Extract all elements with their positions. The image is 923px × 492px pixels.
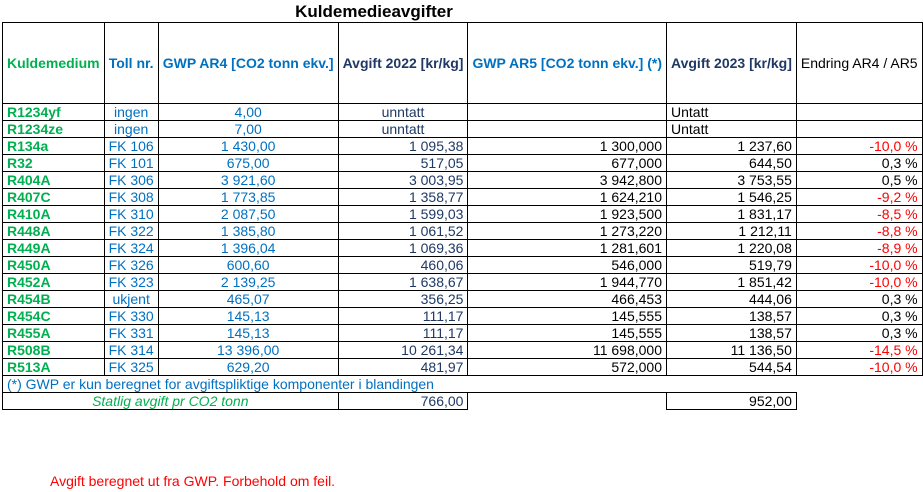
cell-toll: FK 308 xyxy=(104,189,158,206)
cell-endring: 0,3 % xyxy=(796,155,922,172)
table-row xyxy=(3,240,923,257)
cell-kuldemedium: R508B xyxy=(3,342,105,359)
table-row xyxy=(3,121,923,138)
note-row xyxy=(3,376,923,393)
header-avgift-2022: Avgift 2022 [kr/kg] xyxy=(338,23,468,104)
cell-toll: FK 101 xyxy=(104,155,158,172)
cell-avgift-2022: 1 358,77 xyxy=(338,189,468,206)
cell-gwp-ar5: 1 281,601 xyxy=(468,240,667,257)
cell-gwp-ar4: 13 396,00 xyxy=(158,342,338,359)
cell-endring: -8,5 % xyxy=(796,206,922,223)
cell-toll: FK 331 xyxy=(104,325,158,342)
cell-toll: FK 326 xyxy=(104,257,158,274)
cell-toll: FK 306 xyxy=(104,172,158,189)
cell-kuldemedium: R404A xyxy=(3,172,105,189)
cell-avgift-2022: 1 069,36 xyxy=(338,240,468,257)
cell-gwp-ar5 xyxy=(468,121,667,138)
cell-endring: 0,5 % xyxy=(796,172,922,189)
cell-gwp-ar5: 572,000 xyxy=(468,359,667,376)
cell-avgift-2022: 1 095,38 xyxy=(338,138,468,155)
cell-toll: FK 322 xyxy=(104,223,158,240)
cell-gwp-ar5: 1 923,500 xyxy=(468,206,667,223)
cell-kuldemedium: R32 xyxy=(3,155,105,172)
header-endring: Endring AR4 / AR5 xyxy=(796,23,922,104)
cell-toll: FK 325 xyxy=(104,359,158,376)
table-row xyxy=(3,359,923,376)
cell-gwp-ar5: 1 944,770 xyxy=(468,274,667,291)
cell-kuldemedium: R455A xyxy=(3,325,105,342)
table-row xyxy=(3,189,923,206)
cell-avgift-2023: 1 220,08 xyxy=(667,240,797,257)
cell-kuldemedium: R1234ze xyxy=(3,121,105,138)
cell-avgift-2023: 3 753,55 xyxy=(667,172,797,189)
cell-endring xyxy=(796,121,922,138)
header-avgift-2023: Avgift 2023 [kr/kg] xyxy=(667,23,797,104)
cell-endring: -8,8 % xyxy=(796,223,922,240)
cell-avgift-2023: 1 237,60 xyxy=(667,138,797,155)
cell-endring xyxy=(796,104,922,121)
cell-endring: 0,3 % xyxy=(796,325,922,342)
cell-avgift-2022: 3 003,95 xyxy=(338,172,468,189)
cell-gwp-ar4: 7,00 xyxy=(158,121,338,138)
cell-endring: -10,0 % xyxy=(796,257,922,274)
table-row xyxy=(3,257,923,274)
cell-kuldemedium: R134a xyxy=(3,138,105,155)
cell-gwp-ar4: 629,20 xyxy=(158,359,338,376)
header-toll: Toll nr. xyxy=(104,23,158,104)
cell-toll: ingen xyxy=(104,121,158,138)
table-row xyxy=(3,274,923,291)
cell-gwp-ar5: 11 698,000 xyxy=(468,342,667,359)
cell-avgift-2023: 519,79 xyxy=(667,257,797,274)
cell-gwp-ar4: 1 385,80 xyxy=(158,223,338,240)
cell-toll: ukjent xyxy=(104,291,158,308)
cell-gwp-ar4: 465,07 xyxy=(158,291,338,308)
cell-gwp-ar4: 3 921,60 xyxy=(158,172,338,189)
cell-kuldemedium: R410A xyxy=(3,206,105,223)
cell-toll: FK 106 xyxy=(104,138,158,155)
cell-avgift-2023: 1 831,17 xyxy=(667,206,797,223)
table-row xyxy=(3,138,923,155)
cell-endring: -10,0 % xyxy=(796,359,922,376)
table-row xyxy=(3,172,923,189)
cell-gwp-ar5: 3 942,800 xyxy=(468,172,667,189)
cell-kuldemedium: R454B xyxy=(3,291,105,308)
cell-kuldemedium: R449A xyxy=(3,240,105,257)
cell-avgift-2023: Untatt xyxy=(667,104,797,121)
header-row xyxy=(3,23,923,104)
cell-endring: -10,0 % xyxy=(796,138,922,155)
cell-kuldemedium: R452A xyxy=(3,274,105,291)
cell-endring: -9,2 % xyxy=(796,189,922,206)
cell-toll: FK 330 xyxy=(104,308,158,325)
cell-avgift-2022: 460,06 xyxy=(338,257,468,274)
cell-gwp-ar5: 1 300,000 xyxy=(468,138,667,155)
footnote: (*) GWP er kun beregnet for avgiftspliktige komponenter i blandingen xyxy=(3,376,797,393)
cell-avgift-2023: 138,57 xyxy=(667,325,797,342)
cell-avgift-2022: unntatt xyxy=(338,121,468,138)
cell-toll: ingen xyxy=(104,104,158,121)
cell-avgift-2023: 138,57 xyxy=(667,308,797,325)
cell-gwp-ar5: 677,000 xyxy=(468,155,667,172)
cell-avgift-2023: 1 212,11 xyxy=(667,223,797,240)
cell-gwp-ar4: 1 396,04 xyxy=(158,240,338,257)
cell-gwp-ar5: 1 273,220 xyxy=(468,223,667,240)
cell-kuldemedium: R450A xyxy=(3,257,105,274)
table-row xyxy=(3,342,923,359)
statlig-label: Statlig avgift pr CO2 tonn xyxy=(3,393,339,410)
cell-gwp-ar4: 675,00 xyxy=(158,155,338,172)
cell-toll: FK 314 xyxy=(104,342,158,359)
cell-avgift-2022: 1 061,52 xyxy=(338,223,468,240)
table-row xyxy=(3,223,923,240)
table-row xyxy=(3,155,923,172)
table-row xyxy=(3,291,923,308)
cell-toll: FK 324 xyxy=(104,240,158,257)
cell-gwp-ar5: 1 624,210 xyxy=(468,189,667,206)
cell-avgift-2023: 11 136,50 xyxy=(667,342,797,359)
cell-avgift-2022: 517,05 xyxy=(338,155,468,172)
cell-avgift-2023: 644,50 xyxy=(667,155,797,172)
cell-kuldemedium: R407C xyxy=(3,189,105,206)
cell-avgift-2023: 444,06 xyxy=(667,291,797,308)
cell-kuldemedium: R513A xyxy=(3,359,105,376)
header-gwp-ar4: GWP AR4 [CO2 tonn ekv.] xyxy=(158,23,338,104)
refrigerant-fee-table xyxy=(2,22,923,410)
cell-avgift-2022: 481,97 xyxy=(338,359,468,376)
cell-gwp-ar5: 466,453 xyxy=(468,291,667,308)
cell-gwp-ar4: 145,13 xyxy=(158,325,338,342)
cell-avgift-2023: 544,54 xyxy=(667,359,797,376)
cell-kuldemedium: R1234yf xyxy=(3,104,105,121)
cell-avgift-2022: 1 638,67 xyxy=(338,274,468,291)
cell-gwp-ar4: 145,13 xyxy=(158,308,338,325)
cell-gwp-ar4: 600,60 xyxy=(158,257,338,274)
cell-gwp-ar4: 2 139,25 xyxy=(158,274,338,291)
header-gwp-ar5: GWP AR5 [CO2 tonn ekv.] (*) xyxy=(468,23,667,104)
page-title: Kuldemedieavgifter xyxy=(295,2,453,21)
cell-avgift-2022: 111,17 xyxy=(338,325,468,342)
cell-gwp-ar5: 546,000 xyxy=(468,257,667,274)
cell-endring: 0,3 % xyxy=(796,291,922,308)
table-row xyxy=(3,206,923,223)
cell-gwp-ar5: 145,555 xyxy=(468,308,667,325)
cell-gwp-ar4: 1 773,85 xyxy=(158,189,338,206)
cell-avgift-2022: 111,17 xyxy=(338,308,468,325)
cell-gwp-ar5 xyxy=(468,104,667,121)
cell-toll: FK 310 xyxy=(104,206,158,223)
cell-gwp-ar4: 2 087,50 xyxy=(158,206,338,223)
cell-gwp-ar5: 145,555 xyxy=(468,325,667,342)
cell-avgift-2022: unntatt xyxy=(338,104,468,121)
cell-gwp-ar4: 4,00 xyxy=(158,104,338,121)
statlig-row xyxy=(3,393,923,410)
header-kuldemedium: Kuldemedium xyxy=(3,23,105,104)
cell-gwp-ar4: 1 430,00 xyxy=(158,138,338,155)
statlig-avgift-2022: 766,00 xyxy=(338,393,468,410)
table-row xyxy=(3,104,923,121)
cell-avgift-2023: 1 851,42 xyxy=(667,274,797,291)
cell-toll: FK 323 xyxy=(104,274,158,291)
cell-avgift-2023: 1 546,25 xyxy=(667,189,797,206)
statlig-avgift-2023: 952,00 xyxy=(667,393,797,410)
cell-avgift-2022: 356,25 xyxy=(338,291,468,308)
cell-avgift-2022: 1 599,03 xyxy=(338,206,468,223)
cell-endring: 0,3 % xyxy=(796,308,922,325)
cell-endring: -14,5 % xyxy=(796,342,922,359)
cell-avgift-2023: Untatt xyxy=(667,121,797,138)
table-row xyxy=(3,325,923,342)
table-row xyxy=(3,308,923,325)
cell-avgift-2022: 10 261,34 xyxy=(338,342,468,359)
footer-disclaimer: Avgift beregnet ut fra GWP. Forbehold om feil. xyxy=(50,473,336,489)
cell-kuldemedium: R454C xyxy=(3,308,105,325)
cell-kuldemedium: R448A xyxy=(3,223,105,240)
cell-endring: -8,9 % xyxy=(796,240,922,257)
cell-endring: -10,0 % xyxy=(796,274,922,291)
